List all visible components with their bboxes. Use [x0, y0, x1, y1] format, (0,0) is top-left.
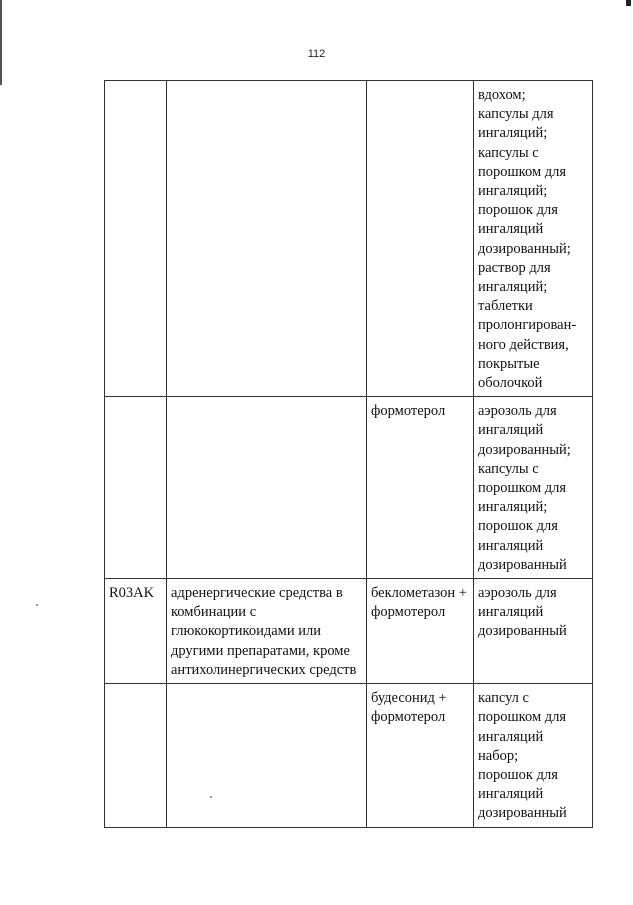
substance-cell: [367, 81, 474, 397]
atc-code-cell: R03AK: [105, 579, 167, 684]
substance-cell: будесонид + формотерол: [367, 684, 474, 827]
table-row: [105, 397, 593, 579]
dosage-form-cell: аэрозоль для ингаляций дозированный; капсулы с порошком для ингаляций; порошок для ингаляций дозированный: [474, 397, 593, 579]
substance-cell: беклометазон + формотерол: [367, 579, 474, 684]
pharmacological-group-cell: адренергические средства в комбинации с глюкокортикоидами или другими препаратами, кроме антихолинергических средств: [167, 579, 367, 684]
atc-code-cell: [105, 397, 167, 579]
dosage-form-cell: вдохом; капсулы для ингаляций; капсулы с порошком для ингаляций; порошок для ингаляций дозированный; раствор для ингаляций; таблетки пролонгирован- ного действия, покрытые оболочкой: [474, 81, 593, 397]
pharmacological-group-cell: [167, 397, 367, 579]
pharmacological-group-cell: [167, 684, 367, 827]
table-row: [105, 579, 593, 684]
scan-speck: [210, 796, 212, 798]
substance-cell: формотерол: [367, 397, 474, 579]
pharmacological-group-cell: [167, 81, 367, 397]
table-row: [105, 81, 593, 397]
scan-speck: [36, 604, 38, 606]
atc-code-cell: [105, 684, 167, 827]
scan-edge-mark: [0, 0, 2, 85]
page-number: 112: [307, 48, 326, 60]
dosage-form-cell: аэрозоль для ингаляций дозированный: [474, 579, 593, 684]
scan-corner-mark: [626, 0, 631, 6]
dosage-form-cell: капсул с порошком для ингаляций набор; порошок для ингаляций дозированный: [474, 684, 593, 827]
table-row: [105, 684, 593, 827]
atc-code-cell: [105, 81, 167, 397]
drug-table: [104, 80, 593, 828]
